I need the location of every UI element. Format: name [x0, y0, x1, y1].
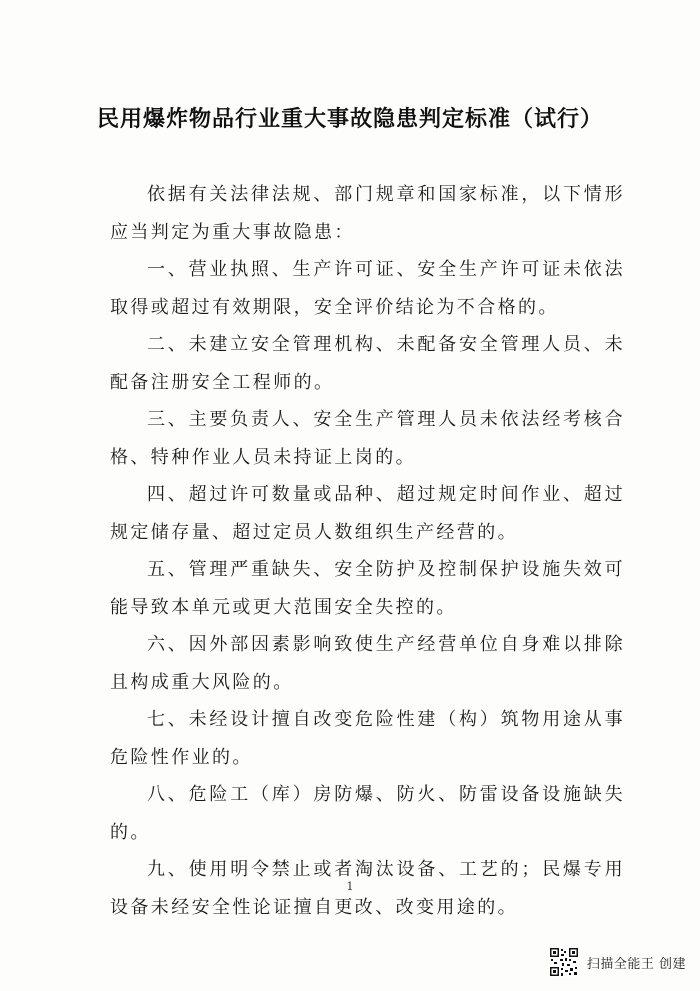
paragraph-item-1: 一、营业执照、生产许可证、安全生产许可证未依法取得或超过有效期限，安全评价结论为不合格的。: [110, 259, 625, 318]
paragraph-item-4: 四、超过许可数量或品种、超过规定时间作业、超过规定储存量、超过定员人数组织生产经营的。: [110, 484, 625, 543]
paragraph-item-3: 三、主要负责人、安全生产管理人员未依法经考核合格、特种作业人员未持证上岗的。: [110, 409, 625, 468]
page-number: 1: [346, 880, 354, 893]
document-title: 民用爆炸物品行业重大事故隐患判定标准（试行）: [96, 107, 603, 132]
paragraph-item-6: 六、因外部因素影响致使生产经营单位自身难以排除且构成重大风险的。: [110, 634, 625, 693]
paragraph-item-9: 九、使用明令禁止或者淘汰设备、工艺的；民爆专用设备未经安全性论证擅自更改、改变用途的。: [110, 859, 625, 918]
watermark-text: 扫描全能王 创建: [586, 956, 686, 972]
paragraph-item-2: 二、未建立安全管理机构、未配备安全管理人员、未配备注册安全工程师的。: [110, 334, 625, 393]
paragraph-item-5: 五、管理严重缺失、安全防护及控制保护设施失效可能导致本单元或更大范围安全失控的。: [110, 559, 625, 618]
paragraph-intro: 依据有关法律法规、部门规章和国家标准，以下情形应当判定为重大事故隐患：: [110, 184, 625, 243]
scanner-watermark: [549, 947, 686, 977]
paragraph-item-8: 八、危险工（库）房防爆、防火、防雷设备设施缺失的。: [110, 784, 625, 843]
paragraph-item-7: 七、未经设计擅自改变危险性建（构）筑物用途从事危险性作业的。: [110, 709, 625, 768]
document-body: [110, 176, 625, 926]
qr-code-icon: [549, 947, 579, 977]
